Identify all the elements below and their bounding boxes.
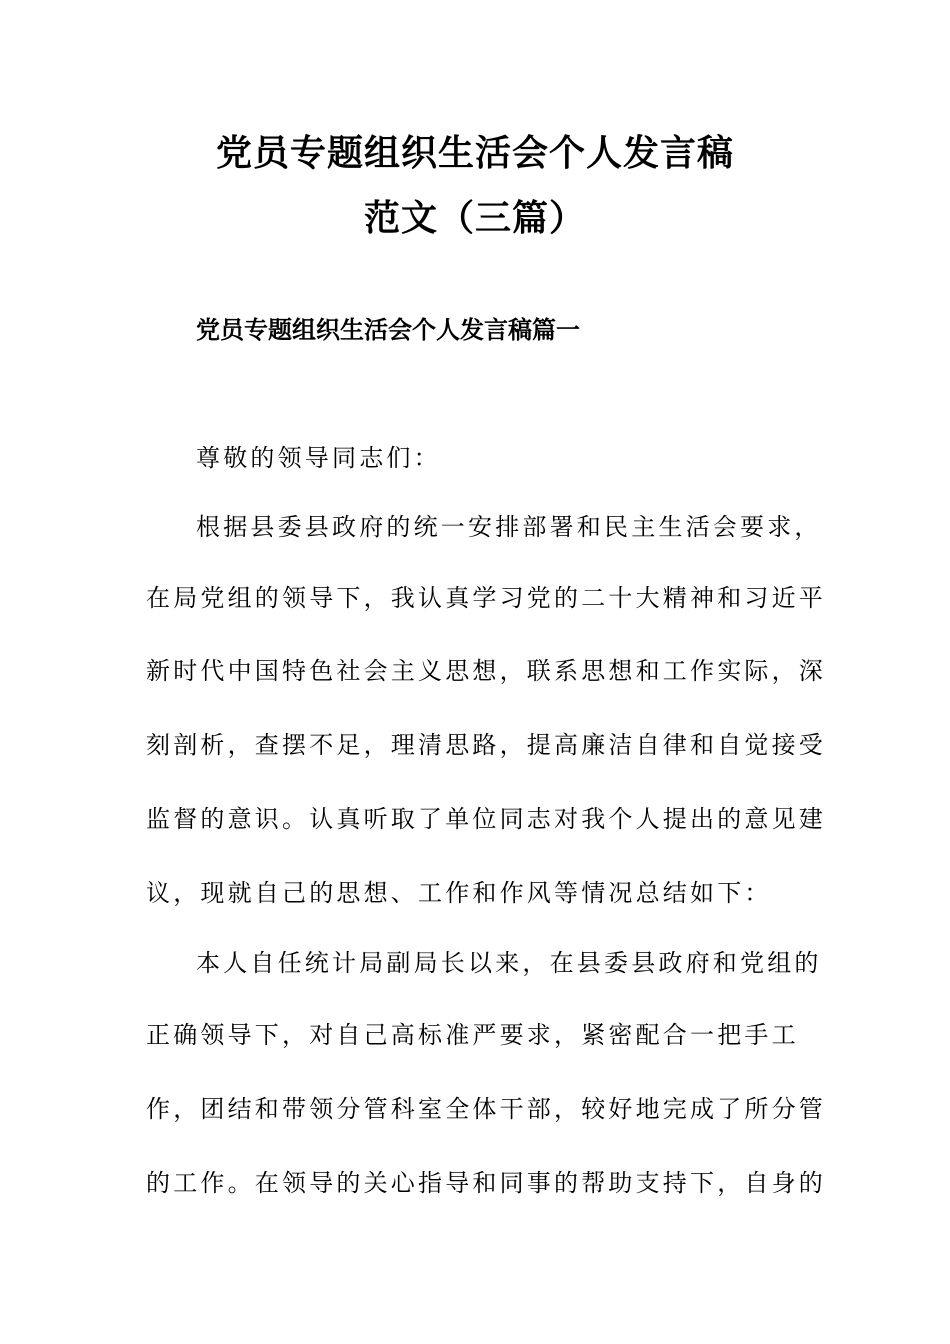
paragraph-line: 在局党组的领导下，我认真学习党的二十大精神和习近平 <box>146 584 826 612</box>
paragraph-line: 作，团结和带领分管科室全体干部，较好地完成了所分管 <box>146 1095 826 1123</box>
paragraph-line: 本人自任统计局副局长以来，在县委县政府和党组的 <box>196 949 822 977</box>
paragraph-line: 监督的意识。认真听取了单位同志对我个人提出的意见建 <box>146 805 826 833</box>
paragraph-line: 议，现就自己的思想、工作和作风等情况总结如下： <box>146 879 772 907</box>
document-title-line-1: 党员专题组织生活会个人发言稿 <box>215 132 734 174</box>
paragraph-line: 正确领导下，对自己高标准严要求，紧密配合一把手工 <box>146 1021 799 1049</box>
paragraph-line: 根据县委县政府的统一安排部署和民主生活会要求， <box>196 513 822 541</box>
paragraph-line: 的工作。在领导的关心指导和同事的帮助支持下，自身的 <box>146 1169 826 1197</box>
salutation: 尊敬的领导同志们： <box>196 444 441 472</box>
section-heading: 党员专题组织生活会个人发言稿篇一 <box>196 315 580 344</box>
paragraph-line: 新时代中国特色社会主义思想，联系思想和工作实际，深 <box>146 657 826 685</box>
paragraph-line: 刻剖析，查摆不足，理清思路，提高廉洁自律和自觉接受 <box>146 731 826 759</box>
document-title-line-2: 范文（三篇） <box>363 197 586 239</box>
